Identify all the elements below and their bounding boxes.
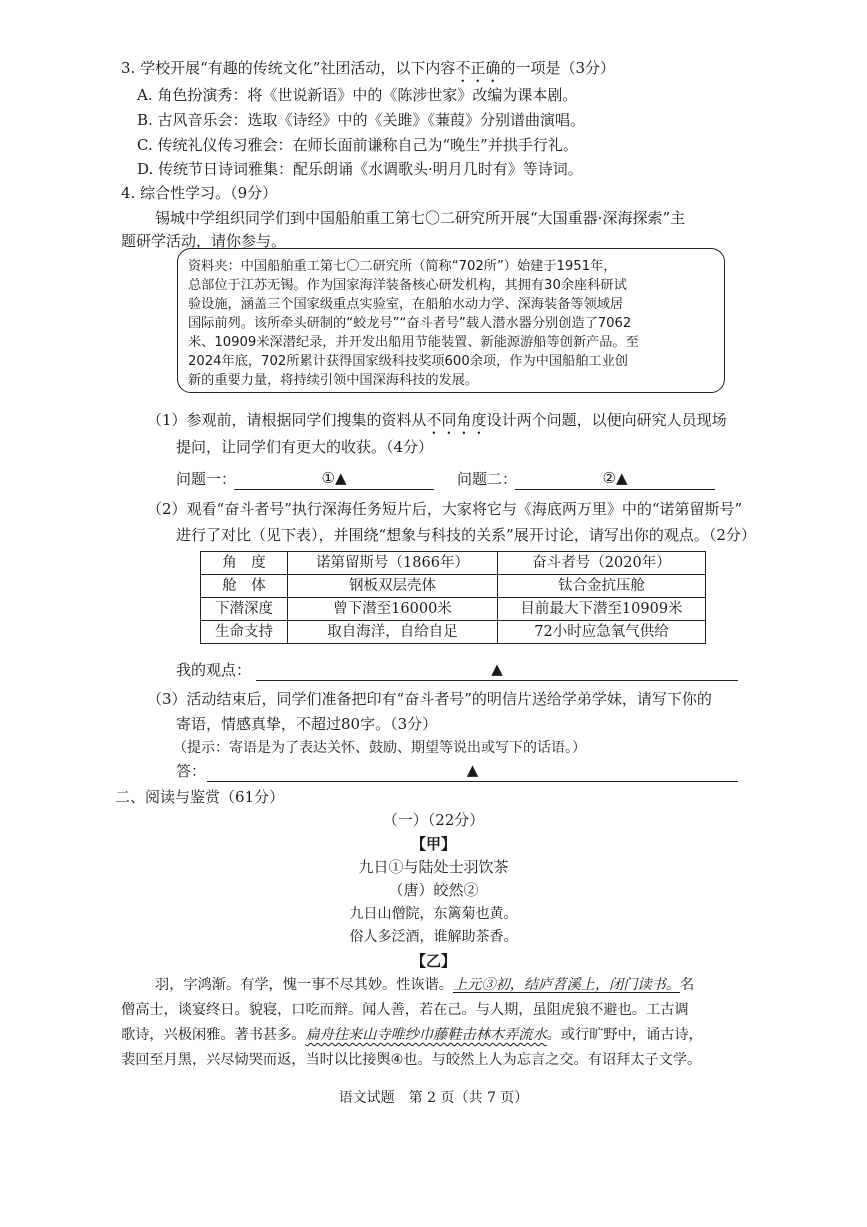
prose-text: 羽，字鸿渐。有学，愧一事不尽其妙。性诙谐。 — [155, 977, 453, 993]
prose-underlined-sentence: 上元③初，结庐苕溪上，闭门读书。 — [452, 977, 680, 993]
q4-sub2-line-2: 进行了对比（见下表），并围绕“想象与科技的关系”展开讨论，请写出你的观点。（2分） — [176, 526, 756, 544]
q4-sub3-hint: （提示：寄语是为了表达关怀、鼓励、期望等说出或写下的话语。） — [173, 740, 586, 756]
material-line: 米、10909米深潜纪录，并开发出船用节能装置、新能源游船等创新产品。至 — [188, 335, 639, 350]
material-line: 2024年底，702所累计获得国家级科技奖项600余项，作为中国船舶工业创 — [188, 354, 628, 369]
question-one-answer-field[interactable] — [234, 467, 434, 490]
poem-title: 九日①与陆处士羽饮茶 — [358, 858, 509, 876]
table-row — [201, 575, 706, 598]
q4-sub1-line-2: 提问，让同学们有更大的收获。（4分） — [176, 438, 434, 456]
table-cell: 曾下潜至16000米 — [288, 598, 498, 621]
page-footer: 语文试题 第 2 页（共 7 页） — [338, 1090, 529, 1106]
answer-label: 答： — [176, 762, 207, 780]
table-cell: 取自海洋，自给自足 — [288, 621, 498, 644]
my-view-marker: ▲ — [491, 660, 503, 678]
material-line: 验设施，涵盖三个国家级重点实验室，在船舶水动力学、深海装备等领域居 — [188, 297, 624, 312]
table-header-cell: 诺第留斯号（1866年） — [288, 552, 498, 575]
q4-intro-line-2: 题研学活动，请你参与。 — [121, 232, 287, 250]
question-two-marker: ②▲ — [602, 469, 628, 487]
poem-author: （唐）皎然② — [388, 881, 479, 899]
q3-stem-a: 3. 学校开展“有趣的传统文化”社团活动，以下内容 — [121, 59, 456, 77]
table-cell: 下潜深度 — [201, 598, 288, 621]
prose-text: 名 — [679, 977, 695, 993]
question-one-label: 问题一： — [176, 470, 237, 488]
question-two-answer-field[interactable] — [515, 467, 715, 490]
poem-line: 俗人多泛酒，谁解助茶香。 — [349, 929, 518, 945]
prose-wavy-sentence: 扁舟往来山寺唯纱巾藤鞋击林木弄流水 — [305, 1027, 547, 1043]
question-one-marker: ①▲ — [321, 469, 347, 487]
table-cell: 目前最大下潜至10909米 — [498, 598, 706, 621]
table-cell: 72小时应急氧气供给 — [498, 621, 706, 644]
q3-stem-b: 的一项是（3分） — [500, 59, 615, 77]
q3-option-d: D. 传统节日诗词雅集：配乐朗诵《水调歌头·明月几时有》等诗词。 — [137, 160, 583, 178]
message-marker: ▲ — [466, 761, 479, 779]
q4-sub3-line-1: （3）活动结束后，同学们准备把印有“奋斗者号”的明信片送给学弟学妹，请写下你的 — [147, 690, 712, 708]
q4-sub1-text-a: （1）参观前，请根据同学们搜集的资料从 — [147, 411, 427, 429]
material-line: 总部位于江苏无锡。作为国家海洋装备核心研发机构，其拥有30余座科研试 — [188, 278, 627, 293]
prose-line-2: 僧高士，谈宴终日。貌寝，口吃而辩。闻人善，若在己。与人期，虽阻虎狼不避也。工古调 — [121, 1002, 689, 1018]
q4-title: 4. 综合性学习。（9分） — [121, 184, 278, 202]
prose-line-1 — [155, 974, 694, 996]
q4-sub3-line-2: 寄语，情感真挚，不超过80字。（3分） — [176, 715, 438, 733]
q3-option-c: C. 传统礼仪传习雅会：在师长面前谦称自己为“晚生”并拱手行礼。 — [137, 136, 578, 154]
prose-line-3 — [121, 1024, 703, 1046]
q3-option-b: B. 古风音乐会：选取《诗经》中的《关雎》《蒹葭》分别谱曲演唱。 — [137, 111, 586, 129]
table-row — [201, 598, 706, 621]
part-1-heading: （一）（22分） — [382, 811, 485, 829]
prose-text: 歌诗，兴极闲雅。著书甚多。 — [121, 1027, 306, 1043]
material-line: 资料夹：中国船舶重工第七〇二研究所（简称“702所”）始建于1951年， — [188, 259, 617, 274]
my-view-answer-field[interactable] — [256, 658, 738, 681]
question-two-label: 问题二： — [457, 470, 518, 488]
table-cell: 生命支持 — [201, 621, 288, 644]
q3-stem — [121, 57, 615, 86]
q4-intro-line-1: 锡城中学组织同学们到中国船舶重工第七〇二研究所开展“大国重器·深海探索”主 — [155, 209, 686, 227]
table-header-cell: 角 度 — [201, 552, 288, 575]
material-box — [177, 248, 725, 393]
poem-line: 九日山僧院，东篱菊也黄。 — [349, 906, 518, 922]
material-line: 新的重要力量，将持续引领中国深海科技的发展。 — [188, 373, 479, 388]
q3-option-a: A. 角色扮演秀：将《世说新语》中的《陈涉世家》改编为课本剧。 — [137, 86, 578, 104]
q4-sub1-text-b: 设计两个问题，以便向研究人员现场 — [486, 411, 727, 429]
table-cell: 钛合金抗压舱 — [498, 575, 706, 598]
my-view-label: 我的观点： — [176, 661, 252, 679]
q4-sub1-line-1 — [147, 409, 727, 438]
prose-line-4: 裴回至月黑，兴尽恸哭而返，当时以比接舆④也。与皎然上人为忘言之交。有诏拜太子文学。 — [121, 1052, 702, 1068]
table-header-cell: 奋斗者号（2020年） — [498, 552, 706, 575]
q4-sub2-line-1: （2）观看“奋斗者号”执行深海任务短片后，大家将它与《海底两万里》中的“诺第留斯号” — [147, 500, 743, 518]
table-row — [201, 621, 706, 644]
yi-heading: 【乙】 — [410, 952, 456, 970]
prose-text: 。或行旷野中，诵古诗， — [546, 1027, 703, 1043]
material-line: 国际前列。该所牵头研制的“蛟龙号”“奋斗者号”载人潜水器分别创造了7062 — [188, 316, 632, 331]
table-header-row — [201, 552, 706, 575]
q4-sub1-emphasis: 不同角度 — [426, 411, 487, 429]
section-2-title: 二、阅读与鉴赏（61分） — [115, 788, 285, 806]
table-cell: 钢板双层壳体 — [288, 575, 498, 598]
comparison-table — [200, 551, 706, 644]
message-answer-field[interactable] — [207, 759, 738, 782]
table-cell: 舱 体 — [201, 575, 288, 598]
jia-heading: 【甲】 — [410, 835, 456, 853]
q3-stem-emphasis: 不正确 — [455, 59, 501, 77]
